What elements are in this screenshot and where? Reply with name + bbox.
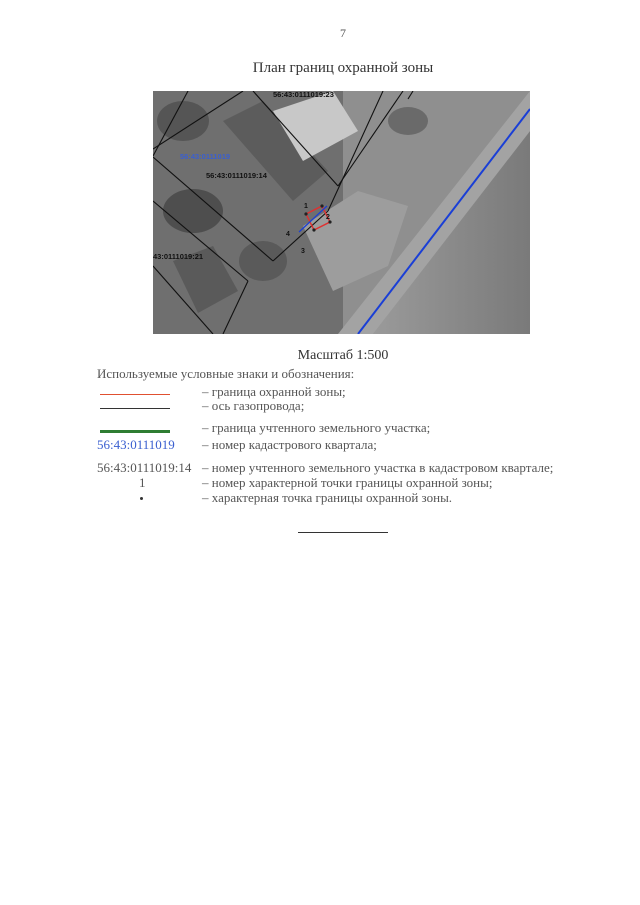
- legend-line-swatch: [100, 430, 170, 433]
- parcel-number-label: 43:0111019:21: [153, 252, 204, 261]
- legend-symbol-text: 56:43:0111019:14: [97, 460, 192, 475]
- parcel-number-label: 56:43:0111019:23: [273, 91, 334, 99]
- legend-description: – номер характерной точки границы охранной зоны;: [202, 475, 493, 490]
- zone-point-number: 1: [304, 203, 308, 210]
- legend-title: Используемые условные знаки и обозначения:: [97, 366, 355, 381]
- parcel-number-label: 56:43:0111019:14: [206, 171, 267, 180]
- legend-symbol-text: 56:43:0111019: [97, 437, 175, 452]
- zone-point: [320, 204, 323, 207]
- legend-description: – граница учтенного земельного участка;: [202, 420, 431, 435]
- legend-symbol: [97, 475, 197, 491]
- legend-item: [97, 460, 627, 476]
- legend-symbol: [97, 398, 197, 414]
- zone-point-number: 3: [301, 248, 305, 255]
- legend-description: – ось газопровода;: [202, 398, 305, 413]
- legend-line-swatch: [100, 408, 170, 409]
- scale-label: Масштаб 1:500: [297, 348, 389, 363]
- legend-symbol: [97, 420, 197, 436]
- end-rule: [298, 532, 388, 533]
- legend-description: – граница охранной зоны;: [202, 384, 346, 399]
- legend-item: [97, 490, 627, 506]
- zone-point: [304, 212, 307, 215]
- cadastral-map: [153, 91, 530, 334]
- tree-3: [239, 241, 287, 281]
- tree-4: [388, 107, 428, 135]
- legend-item: [97, 475, 627, 491]
- legend-item: [97, 437, 627, 453]
- zone-point: [312, 228, 315, 231]
- legend-symbol: [97, 490, 197, 506]
- tree-1: [163, 189, 223, 233]
- quarter-number-label: 56:43:0111019: [180, 152, 231, 161]
- zone-point-number: 2: [326, 214, 330, 221]
- legend-symbol-text: 1: [139, 475, 146, 490]
- zone-point-number: 4: [286, 231, 290, 238]
- legend-description: – характерная точка границы охранной зоны.: [202, 490, 453, 505]
- legend-point-swatch: [140, 497, 143, 500]
- legend-description: – номер учтенного земельного участка в кадастровом квартале;: [202, 460, 554, 475]
- legend-line-swatch: [100, 394, 170, 395]
- legend-item: [97, 398, 627, 414]
- legend-symbol: [97, 460, 197, 476]
- page-number: 7: [340, 26, 346, 40]
- plan-title: План границ охранной зоны: [252, 60, 434, 76]
- legend-item: [97, 420, 627, 436]
- legend-symbol: [97, 437, 197, 453]
- legend-description: – номер кадастрового квартала;: [202, 437, 377, 452]
